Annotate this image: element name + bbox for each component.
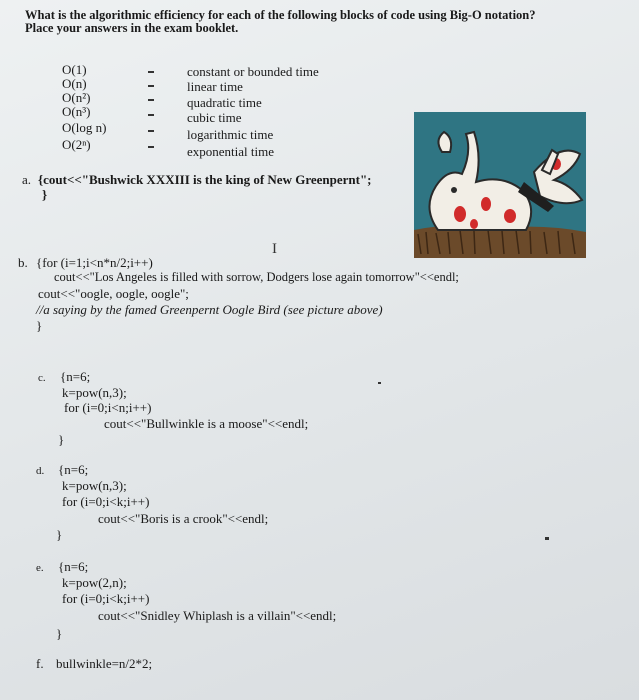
item-c-code-line: for (i=0;i<n;i++) [64,400,152,415]
legend-description: exponential time [187,144,275,159]
legend-notation: O(2ⁿ) [62,137,91,152]
item-d-label: d. [36,465,45,477]
item-a-label: a. [22,172,32,187]
item-d-code-line: cout<<"Boris is a crook"<<endl; [98,511,269,526]
legend-notation: O(n³) [62,104,91,119]
paper-speck [378,382,381,384]
item-b-code-line: } [36,318,43,333]
legend-description: quadratic time [187,95,262,110]
legend-notation: O(n²) [62,90,91,105]
legend-dash [148,146,154,148]
legend-description: constant or bounded time [187,64,319,79]
item-c-code-line: cout<<"Bullwinkle is a moose"<<endl; [104,416,309,431]
item-a-code-line: {cout<<"Bushwick XXXIII is the king of New Greenpernt"; [38,172,372,187]
item-b-code-line: cout<<"Los Angeles is filled with sorrow, Dodgers lose again tomorrow"<<endl; [54,270,459,284]
item-c-code-line: } [58,432,65,447]
legend-description: cubic time [187,110,242,125]
legend-dash [148,85,154,87]
item-d-code-line: k=pow(n,3); [62,478,127,493]
item-c-code-line: {n=6; [60,369,91,384]
item-e-code-line: k=pow(2,n); [62,575,127,590]
item-e-code-line: {n=6; [58,559,89,574]
legend-notation: O(log n) [62,120,107,135]
legend-notation: O(1) [62,62,87,77]
text-cursor-icon: I [272,241,277,257]
item-a-code-line: } [42,187,48,202]
item-b-label: b. [18,255,28,270]
legend-dash [148,130,154,132]
question-line-1: What is the algorithmic efficiency for each of the following blocks of code using Big-O notation? [25,8,536,22]
item-e-label: e. [36,562,44,574]
legend-notation: O(n) [62,76,87,91]
item-e-code-line: for (i=0;i<k;i++) [62,591,150,606]
legend-description: linear time [187,79,243,94]
item-f-code-line: bullwinkle=n/2*2; [56,656,153,671]
legend-dash [148,99,154,101]
paper-speck [545,537,549,540]
oogle-bird-illustration [414,112,586,258]
item-b-code-line: {for (i=1;i<n*n/2;i++) [36,255,153,270]
item-e-code-line: } [56,626,63,641]
item-d-code-line: {n=6; [58,462,89,477]
item-c-label: c. [38,372,46,384]
item-b-code-line: cout<<"oogle, oogle, oogle"; [38,286,189,301]
item-f-label: f. [36,656,44,671]
item-d-code-line: } [56,527,63,542]
legend-description: logarithmic time [187,127,274,142]
item-b-comment: //a saying by the famed Greenpernt Oogle Bird (see picture above) [36,302,383,317]
item-c-code-line: k=pow(n,3); [62,385,127,400]
question-line-2: Place your answers in the exam booklet. [25,21,239,35]
item-e-code-line: cout<<"Snidley Whiplash is a villain"<<endl; [98,608,337,623]
legend-dash [148,71,154,73]
item-d-code-line: for (i=0;i<k;i++) [62,494,150,509]
oogle-bird-picture [414,112,586,258]
legend-dash [148,114,154,116]
